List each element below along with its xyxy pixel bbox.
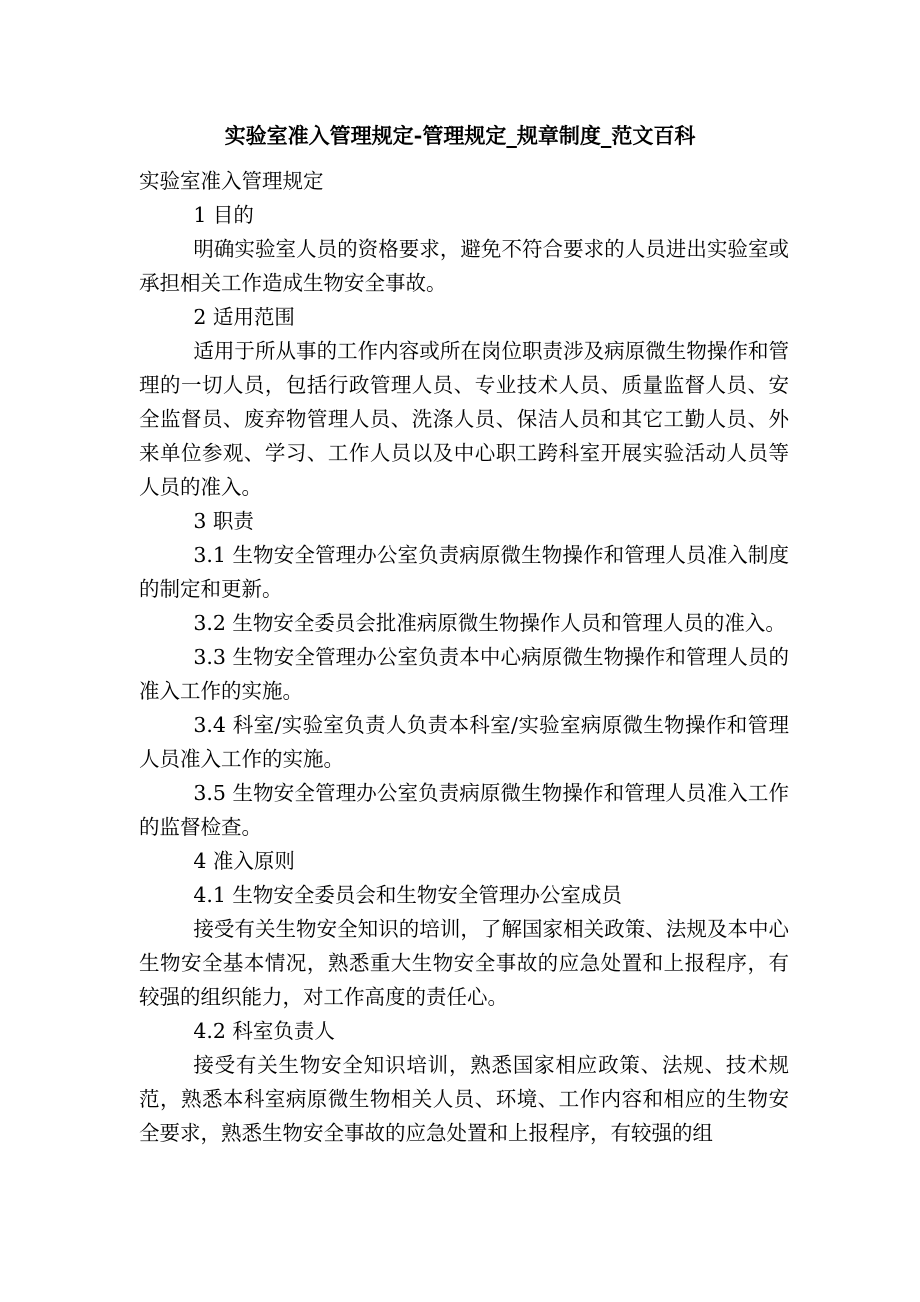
paragraph-duty-3-4: 3.4 科室/实验室负责人负责本科室/实验室病原微生物操作和管理人员准入工作的实施。 [139,713,789,771]
subsection-heading-4-2: 4.2 科室负责人 [193,1019,335,1043]
paragraph-principle-4-1: 接受有关生物安全知识的培训，了解国家相关政策、法规及本中心生物安全基本情况，熟悉重大生物安全事故的应急处置和上报程序，有较强的组织能力，对工作高度的责任心。 [139,917,789,1009]
section-heading-principles: 4 准入原则 [193,849,295,873]
subsection-heading-4-1: 4.1 生物安全委员会和生物安全管理办公室成员 [193,883,622,907]
section-heading-scope: 2 适用范围 [193,305,295,329]
document-subtitle: 实验室准入管理规定 [139,169,324,193]
section-heading-purpose: 1 目的 [193,203,254,227]
paragraph-purpose: 明确实验室人员的资格要求，避免不符合要求的人员进出实验室或承担相关工作造成生物安全事故。 [139,237,789,295]
document-title: 实验室准入管理规定-管理规定_规章制度_范文百科 [224,123,696,148]
paragraph-duty-3-2: 3.2 生物安全委员会批准病原微生物操作人员和管理人员的准入。 [193,611,786,635]
paragraph-principle-4-2: 接受有关生物安全知识培训，熟悉国家相应政策、法规、技术规范，熟悉本科室病原微生物相关人员、环境、工作内容和相应的生物安全要求，熟悉生物安全事故的应急处置和上报程序，有较强的组 [139,1053,789,1145]
paragraph-duty-3-3: 3.3 生物安全管理办公室负责本中心病原微生物操作和管理人员的准入工作的实施。 [139,645,789,703]
paragraph-duty-3-1: 3.1 生物安全管理办公室负责病原微生物操作和管理人员准入制度的制定和更新。 [139,543,789,601]
paragraph-duty-3-5: 3.5 生物安全管理办公室负责病原微生物操作和管理人员准入工作的监督检查。 [139,781,789,839]
document-body [139,164,789,1150]
section-heading-duties: 3 职责 [193,509,254,533]
paragraph-scope: 适用于所从事的工作内容或所在岗位职责涉及病原微生物操作和管理的一切人员，包括行政管理人员、专业技术人员、质量监督人员、安全监督员、废弃物管理人员、洗涤人员、保洁人员和其它工勤人员、外来单位参观、学习、工作人员以及中心职工跨科室开展实验活动人员等人员的准入。 [139,339,789,499]
